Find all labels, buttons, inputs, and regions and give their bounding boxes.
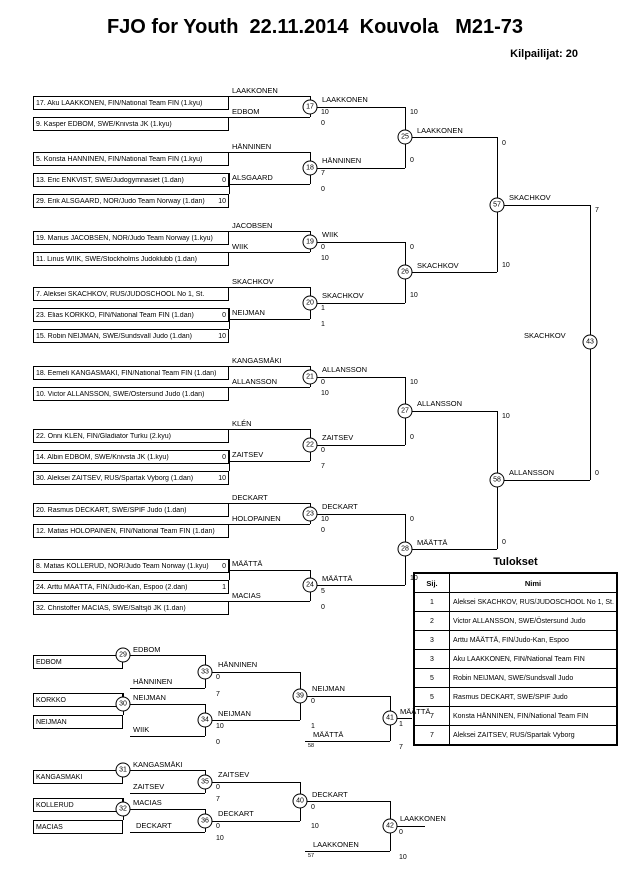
match-score: 5 [321,588,325,595]
entry-label: KANGASMÄKI [232,356,282,365]
bracket-line-h [305,741,390,742]
competitor-box [33,287,229,301]
results-pos: 7 [414,726,450,746]
match-winner: WIIK [322,230,339,239]
competitor-name: 14. Albin EDBOM, SWE/Knivsta JK (1.kyu) [36,453,169,461]
match-score: 10 [216,723,224,730]
repechage-box [33,798,123,812]
match-score: 10 [410,575,418,582]
competitor-name: KANGASMÄKI [36,773,83,781]
rep-winner: NEIJMAN [312,684,345,693]
match-number: 27 [398,403,413,418]
bracket-line-h [229,461,310,462]
entry-label: LAAKKONEN [232,86,278,95]
competitor-box [33,117,229,131]
repechage-box [33,693,123,707]
bracket-line-h [229,231,310,232]
match-number: 21 [303,369,318,384]
competitor-name: 5. Konsta HÄNNINEN, FIN/National Team FIN (1.kyu) [36,155,203,163]
match-score: 10 [410,379,418,386]
match-number: 17 [303,99,318,114]
match-score: 0 [410,434,414,441]
match-winner: SKACHKOV [417,261,459,270]
match-score: 0 [321,447,325,454]
rep-dropin: ZAITSEV [133,782,165,791]
rep-dropin-source: 58 [308,743,315,749]
bracket-line-h [229,366,310,367]
competitor-box [33,429,229,443]
bracket-line-h [405,549,497,550]
results-pos: 7 [414,707,450,726]
table-row [414,631,617,650]
bracket-line-h [229,287,310,288]
match-winner: ALLANSSON [322,365,368,374]
results-name: Aku LAAKKONEN, FIN/National Team FIN [450,650,618,669]
bracket-line-h [405,411,497,412]
bracket-line-h [229,152,310,153]
match-number: 57 [490,197,505,212]
match-winner: LAAKKONEN [417,126,463,135]
match-score: 0 [321,527,325,534]
entry-label: SKACHKOV [232,277,274,286]
match-winner: SKACHKOV [509,193,551,202]
repechage-box [33,770,123,784]
competitor-box [33,580,229,594]
competitor-score: 0 [222,176,226,184]
rep-dropin: LAAKKONEN [313,840,359,849]
bracket-line-h [229,387,310,388]
results-pos: 3 [414,631,450,650]
results-name: Aleksei ZAITSEV, RUS/Spartak Vyborg [450,726,618,746]
match-score: 0 [321,186,325,193]
competitor-box [33,450,229,464]
competitor-name: 13. Eric ENKVIST, SWE/Judogymnasiet (1.dan) [36,176,184,184]
bracket-line-h [130,832,205,833]
rep-winner: NEIJMAN [218,709,251,718]
results-name: Aleksei SKACHKOV, RUS/JUDOSCHOOL No 1, St. [450,593,618,612]
table-row [414,593,617,612]
match-score: 0 [216,784,220,791]
match-score: 0 [502,539,506,546]
match-score: 10 [410,292,418,299]
bracket-line-h [405,137,497,138]
match-score: 1 [311,723,315,730]
competitor-box [33,366,229,380]
match-number: 20 [303,295,318,310]
match-score: 0 [216,739,220,746]
results-table [413,556,618,746]
bracket-line-h [229,570,310,571]
competitor-box [33,387,229,401]
match-number: 26 [398,265,413,280]
rep-winner: KANGASMÄKI [133,760,183,769]
competitor-name: 19. Marius JACOBSEN, NOR/Judo Team Norway (1.kyu) [36,234,213,242]
results-name: Arttu MÄÄTTÄ, FIN/Judo-Kan, Espoo [450,631,618,650]
match-score: 1 [321,305,325,312]
page-title: FJO for Youth 22.11.2014 Kouvola M21-73 [106,16,524,38]
competitor-box [33,152,229,166]
rep-winner: DECKART [312,790,348,799]
match-winner: HÄNNINEN [322,156,362,165]
match-score: 7 [321,463,325,470]
match-score: 0 [595,470,599,477]
competitor-score: 0 [222,453,226,461]
results-name: Victor ALLANSSON, SWE/Östersund Judo [450,612,618,631]
table-row [414,688,617,707]
rep-winner: NEIJMAN [133,693,166,702]
match-score: 0 [399,829,403,836]
table-row [414,707,617,726]
table-row [414,612,617,631]
match-number: 30 [116,697,131,712]
entry-label: ALLANSSON [232,377,278,386]
match-score: 0 [311,804,315,811]
match-score: 0 [502,140,506,147]
competitor-name: KÖRKKÖ [36,696,66,704]
match-score: 7 [321,170,325,177]
match-number: 36 [198,813,213,828]
match-score: 0 [321,120,325,127]
rep-winner: LAAKKONEN [400,814,446,823]
rep-winner: ZAITSEV [218,770,250,779]
competitor-name: EDBOM [36,658,62,666]
competitor-score: 0 [222,311,226,319]
rep-dropin: MÄÄTTÄ [313,730,344,739]
competitor-name: 18. Eemeli KANGASMÄKI, FIN/National Team FIN (1.dan) [36,369,217,377]
match-score: 10 [311,823,319,830]
match-score: 0 [311,698,315,705]
competitor-name: 8. Matias KOLLERUD, NOR/Judo Team Norway (1.kyu) [36,562,209,570]
results-col-sij: Sij. [414,573,450,593]
competitor-box [33,173,229,187]
bracket-line-h [229,117,310,118]
results-name: Rasmus DECKART, SWE/SPIF Judo [450,688,618,707]
match-winner: MÄÄTTÄ [322,574,353,583]
match-score: 7 [595,207,599,214]
competitor-box [33,231,229,245]
results-pos: 1 [414,593,450,612]
entry-label: JACOBSEN [232,221,273,230]
bracket-line-h [123,655,205,656]
rep-dropin: WIIK [133,725,150,734]
entry-label: WIIK [232,242,249,251]
results-name: Konsta HÄNNINEN, FIN/National Team FIN [450,707,618,726]
competitor-name: 22. Onni KLÉN, FIN/Gladiator Turku (2.kyu) [36,432,171,440]
results-title: Tulokset [493,556,538,568]
competitor-score: 10 [218,474,226,482]
competitor-name: 30. Aleksei ZAITSEV, RUS/Spartak Vyborg (1.dan) [36,474,194,482]
match-score: 7 [216,796,220,803]
results-col-nimi: Nimi [450,573,618,593]
competitor-box [33,329,229,343]
bracket-line-h [205,720,300,721]
bracket-line-h [123,704,205,705]
fr-winner-label: ZAITSEV [232,450,264,459]
bracket-line-h [229,319,310,320]
match-score: 10 [216,835,224,842]
rep-winner: MÄÄTTÄ [400,707,431,716]
competitor-name: 11. Linus WIIK, SWE/Stockholms Judoklubb (1.dan) [36,255,197,263]
competitor-box [33,252,229,266]
results-name: Robin NEIJMAN, SWE/Sundsvall Judo [450,669,618,688]
competitor-name: 17. Aku LAAKKONEN, FIN/National Team FIN (1.kyu) [36,99,203,107]
match-score: 0 [321,604,325,611]
competitor-name: 15. Robin NEIJMAN, SWE/Sundsvall Judo (1.dan) [36,332,193,340]
match-winner: ZAITSEV [322,433,354,442]
entry-label: HOLOPAINEN [232,514,281,523]
match-score: 7 [216,691,220,698]
competitor-box [33,559,229,573]
match-number: 23 [303,506,318,521]
bracket-line-h [130,736,205,737]
match-winner: ALLANSSON [417,399,463,408]
competitor-name: NEIJMAN [36,718,67,726]
match-winner: LAAKKONEN [322,95,368,104]
fr-winner-label: MÄÄTTÄ [232,559,263,568]
match-score: 7 [399,744,403,751]
match-number: 33 [198,664,213,679]
competitor-box [33,96,229,110]
match-number: 35 [198,774,213,789]
match-score: 0 [410,516,414,523]
competitor-box [33,308,229,322]
match-number: 58 [490,473,505,488]
entry-label: HÄNNINEN [232,142,272,151]
match-score: 1 [399,721,403,728]
match-number: 43 [583,335,598,350]
competitor-name: 7. Aleksei SKACHKOV, RUS/JUDOSCHOOL No 1, St. [36,290,205,298]
competitor-score: 0 [222,562,226,570]
competitor-box [33,524,229,538]
rep-winner: DECKART [218,809,254,818]
bracket-line-h [229,524,310,525]
match-score: 10 [321,516,329,523]
match-winner: SKACHKOV [322,291,364,300]
match-score: 10 [321,390,329,397]
rep-winner: MACIAS [133,798,162,807]
match-number: 19 [303,234,318,249]
entry-label: MACIAS [232,591,261,600]
competitor-box [33,601,229,615]
match-number: 41 [383,711,398,726]
bracket-line-h [130,793,205,794]
match-score: 0 [216,823,220,830]
competitor-name: 12. Matias HOLOPAINEN, FIN/National Team FIN (1.dan) [36,527,215,535]
table-row [414,669,617,688]
match-number: 32 [116,802,131,817]
match-number: 34 [198,713,213,728]
match-score: 10 [321,255,329,262]
competitor-box [33,471,229,485]
bracket-line-h [123,809,205,810]
match-number: 29 [116,648,131,663]
competitor-box [33,503,229,517]
match-number: 18 [303,160,318,175]
repechage-box [33,715,123,729]
match-score: 10 [502,413,510,420]
match-score: 0 [216,674,220,681]
competitor-name: 23. Elias KÖRKKÖ, FIN/National Team FIN (1.dan) [36,311,194,319]
competitor-score: 1 [222,583,226,591]
results-pos: 5 [414,669,450,688]
bracket-line-h [130,688,205,689]
fr-winner-label: ALSGAARD [232,173,273,182]
table-row [414,726,617,746]
bracket-line-h [300,801,390,802]
match-winner: DECKART [322,502,358,511]
match-score: 10 [502,262,510,269]
match-score: 0 [410,157,414,164]
competitor-name: 9. Kasper EDBOM, SWE/Knivsta JK (1.kyu) [36,120,172,128]
bracket-line-h [229,252,310,253]
match-score: 10 [410,109,418,116]
rep-winner: HÄNNINEN [218,660,258,669]
bracket-line-h [123,770,205,771]
bracket-line-h [229,601,310,602]
match-winner: SKACHKOV [524,331,566,340]
match-score: 1 [321,321,325,328]
bracket-line-h [229,429,310,430]
rep-dropin: DECKART [136,821,172,830]
results-pos: 3 [414,650,450,669]
entry-label: KLÉN [232,419,252,428]
competitor-name: KOLLERUD [36,801,74,809]
match-winner: MÄÄTTÄ [417,538,448,547]
entry-label: DECKART [232,493,268,502]
competitor-name: 32. Christoffer MACIAS, SWE/Saltsjö JK (1.dan) [36,604,186,612]
results-pos: 2 [414,612,450,631]
rep-dropin: HÄNNINEN [133,677,173,686]
competitor-name: 29. Erik ALSGAARD, NOR/Judo Team Norway (1.dan) [36,197,205,205]
match-number: 25 [398,130,413,145]
competitor-name: MACIAS [36,823,63,831]
competitor-box [33,194,229,208]
fr-winner-label: NEIJMAN [232,308,265,317]
match-score: 10 [321,109,329,116]
bracket-line-h [405,272,497,273]
bracket-line-h [497,480,590,481]
bracket-line-h [229,184,310,185]
match-number: 39 [293,688,308,703]
competitor-name: 10. Victor ALLANSSON, SWE/Östersund Judo (1.dan) [36,390,205,398]
match-score: 0 [410,244,414,251]
match-score: 0 [321,244,325,251]
competitor-score: 10 [218,197,226,205]
bracket-line-h [229,96,310,97]
match-number: 31 [116,763,131,778]
match-number: 22 [303,437,318,452]
match-winner: ALLANSSON [509,468,555,477]
rep-winner: EDBOM [133,645,161,654]
match-number: 28 [398,542,413,557]
match-number: 24 [303,578,318,593]
repechage-box [33,820,123,834]
competitor-score: 10 [218,332,226,340]
match-number: 40 [293,794,308,809]
competitor-name: 24. Arttu MÄÄTTÄ, FIN/Judo-Kan, Espoo (2.dan) [36,583,188,591]
rep-dropin-source: 57 [308,853,315,859]
competitor-name: 20. Rasmus DECKART, SWE/SPIF Judo (1.dan) [36,506,187,514]
bracket-line-h [229,503,310,504]
table-row [414,650,617,669]
repechage-box [33,655,123,669]
bracket-line-h [497,205,590,206]
competitors-count: Kilpailijat: 20 [510,48,578,60]
results-pos: 5 [414,688,450,707]
entry-label: EDBOM [232,107,260,116]
match-score: 10 [399,854,407,861]
match-score: 0 [321,379,325,386]
bracket-line-h [305,851,390,852]
match-number: 42 [383,819,398,834]
